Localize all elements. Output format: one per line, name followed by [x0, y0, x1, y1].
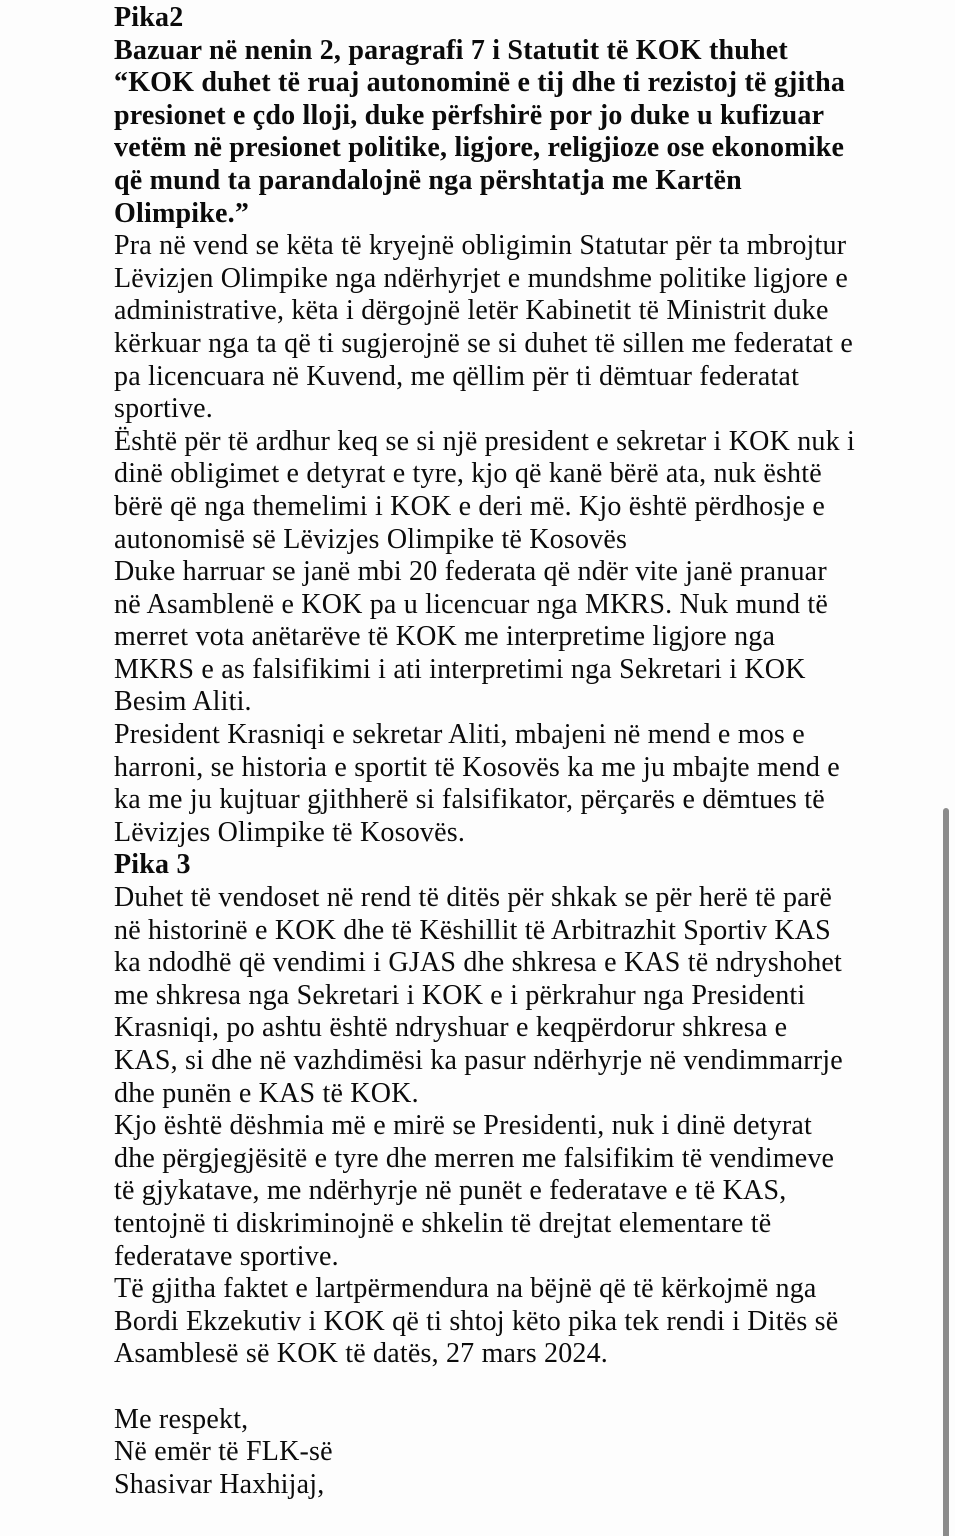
scrollbar-thumb[interactable]: [943, 808, 949, 1536]
text-line: Duhet të vendoset në rend të ditës për shkak se për herë të parë: [114, 882, 832, 914]
text-line: President Krasniqi e sekretar Aliti, mbajeni në mend e mos e: [114, 719, 805, 751]
text-line: Shasivar Haxhijaj,: [114, 1468, 325, 1500]
text-line: Është për të ardhur keq se si një president e sekretar i KOK nuk i: [114, 425, 855, 457]
text-line: Lëvizjes Olimpike të Kosovës.: [114, 816, 466, 848]
text-line: Kjo është dëshmia më e mirë se Presidenti, nuk i dinë detyrat: [114, 1110, 813, 1142]
text-line: kërkuar nga ta që ti sugjerojnë se si duhet të sillen me federatat e: [114, 327, 853, 359]
text-line: dinë obligimet e detyrat e tyre, kjo që kanë bërë ata, nuk është: [114, 458, 822, 490]
text-line: Në emër të FLK-së: [114, 1436, 333, 1468]
text-line: Duke harruar se janë mbi 20 federata që ndër vite janë pranuar: [114, 556, 827, 588]
text-line: harroni, se historia e sportit të Kosovës ka me ju mbajte mend e: [114, 751, 840, 783]
text-line: pa licencuara në Kuvend, me qëllim për ti dëmtuar federatat: [114, 360, 800, 392]
text-line: Pra në vend se këta të kryejnë obligimin Statutar për ta mbrojtur: [114, 230, 847, 262]
text-line: Me respekt,: [114, 1403, 249, 1435]
text-line: Të gjitha faktet e lartpërmendura na bëjnë që të kërkojmë nga: [114, 1273, 817, 1305]
text-line: ka ndodhë që vendimi i GJAS dhe shkresa e KAS të ndryshohet: [114, 947, 843, 979]
text-line: Pika 3: [114, 849, 191, 881]
document-text: [114, 2, 874, 1501]
text-line: që mund ta parandalojnë nga përshtatja me Kartën: [114, 164, 742, 196]
text-line: në Asamblenë e KOK pa u licencuar nga MKRS. Nuk mund të: [114, 588, 828, 620]
text-line: vetëm në presionet politike, ligjore, religjioze ose ekonomike: [114, 132, 845, 164]
text-line: ka me ju kujtuar gjithherë si falsifikator, përçarës e dëmtues të: [114, 784, 825, 816]
text-line: Besim Aliti.: [114, 686, 252, 718]
text-line: MKRS e as falsifikimi i ati interpretimi nga Sekretari i KOK: [114, 653, 806, 685]
text-line: sportive.: [114, 393, 214, 425]
text-line: presionet e çdo lloji, duke përfshirë por jo duke u kufizuar: [114, 99, 825, 131]
text-line: me shkresa nga Sekretari i KOK e i përkrahur nga Presidenti: [114, 979, 806, 1011]
text-line: merret vota anëtarëve të KOK me interpretime ligjore nga: [114, 621, 776, 653]
text-line: Pika2: [114, 2, 184, 33]
text-line: dhe përgjegjësitë e tyre dhe merren me falsifikim të vendimeve: [114, 1142, 835, 1174]
text-line: “KOK duhet të ruaj autonominë e tij dhe ti rezistoj të gjitha: [114, 67, 846, 99]
text-line: Krasniqi, po ashtu është ndryshuar e keqpërdorur shkresa e: [114, 1012, 788, 1044]
text-line: bërë që nga themelimi i KOK e deri më. Kjo është përdhosje e: [114, 490, 825, 522]
text-line: Asamblesë së KOK të datës, 27 mars 2024.: [114, 1338, 609, 1370]
text-line: dhe punën e KAS të KOK.: [114, 1077, 419, 1109]
text-line: administrative, këta i dërgojnë letër Kabinetit të Ministrit duke: [114, 295, 829, 327]
text-line: KAS, si dhe në vazhdimësi ka pasur ndërhyrje në vendimmarrje: [114, 1045, 843, 1076]
text-line: federatave sportive.: [114, 1240, 339, 1272]
text-line: Bordi Ekzekutiv i KOK që ti shtoj këto pika tek rendi i Ditës së: [114, 1305, 839, 1337]
text-line: Bazuar në nenin 2, paragrafi 7 i Statutit të KOK thuhet: [114, 34, 788, 66]
text-line: autonomisë së Lëvizjes Olimpike të Kosovës: [114, 523, 628, 555]
text-line: të gjykatave, me ndërhyrje në punët e federatave e të KAS,: [114, 1175, 787, 1207]
text-line: Olimpike.”: [114, 197, 250, 229]
text-line: Lëvizjen Olimpike nga ndërhyrjet e mundshme politike ligjore e: [114, 262, 848, 294]
text-line: në historinë e KOK dhe të Këshillit të Arbitrazhit Sportiv KAS: [114, 914, 831, 946]
text-line: [114, 1371, 874, 1404]
text-line: tentojnë ti diskriminojnë e shkelin të drejtat elementare të: [114, 1207, 772, 1239]
